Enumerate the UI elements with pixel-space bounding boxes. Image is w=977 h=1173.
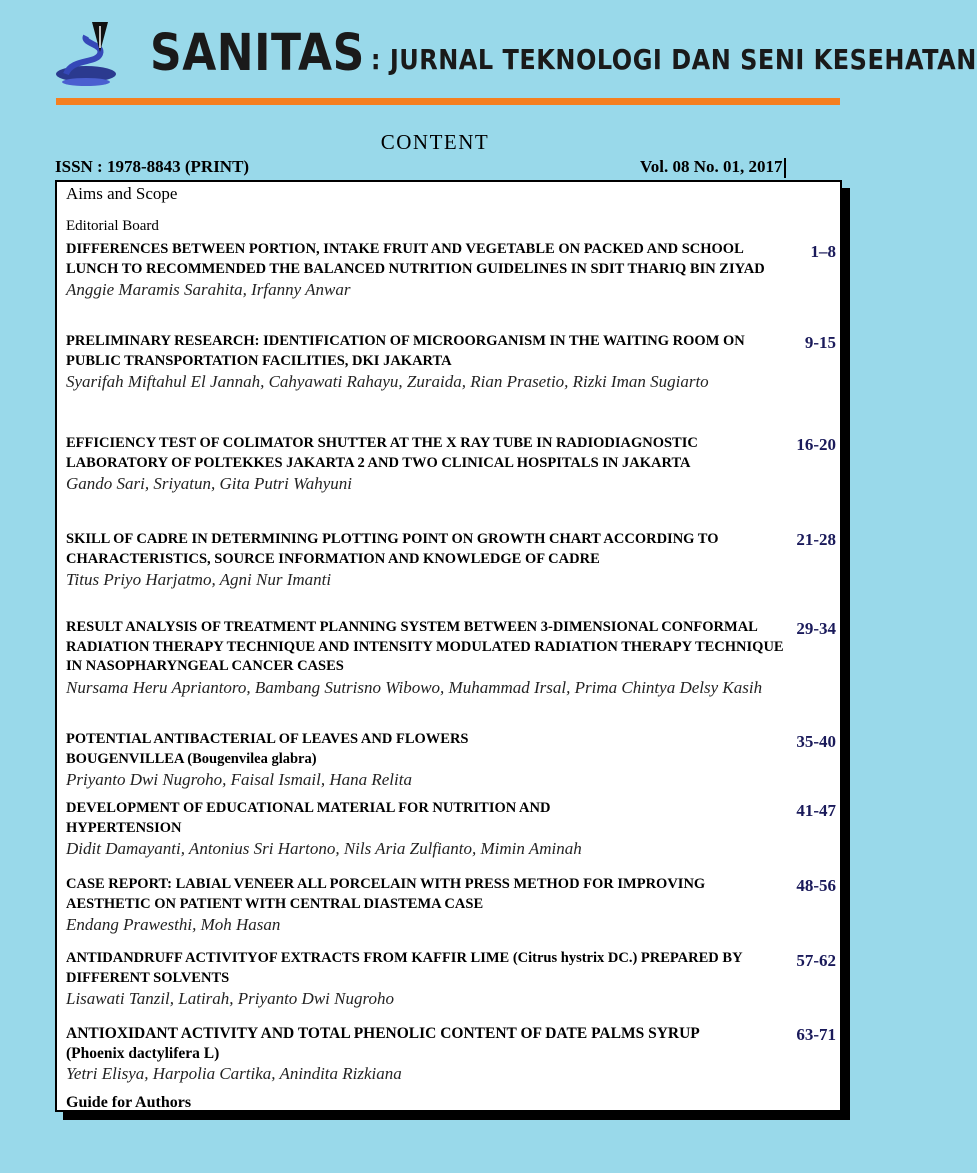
- article-title: DEVELOPMENT OF EDUCATIONAL MATERIAL FOR NUTRITION AND HYPERTENSION: [66, 800, 551, 836]
- article-authors: Yetri Elisya, Harpolia Cartika, Anindita Rizkiana: [66, 1064, 402, 1083]
- guide-for-authors[interactable]: Guide for Authors: [66, 1094, 192, 1111]
- volume-label: Vol. 08 No. 01, 2017: [640, 157, 786, 178]
- article-entry[interactable]: [66, 240, 766, 300]
- table-of-contents: [55, 180, 842, 1112]
- article-title: SKILL OF CADRE IN DETERMINING PLOTTING POINT ON GROWTH CHART ACCORDING TO CHARACTERISTICS, SOURCE INFORMATION AND KNOWLEDGE OF CADRE: [66, 531, 719, 567]
- article-title: PRELIMINARY RESEARCH: IDENTIFICATION OF MICROORGANISM IN THE WAITING ROOM ON PUBLIC TRANSPORTATION FACILITIES, DKI JAKARTA: [66, 333, 745, 369]
- article-title: ANTIDANDRUFF ACTIVITYOF EXTRACTS FROM KAFFIR LIME (Citrus hystrix DC.) PREPARED BY DIFFERENT SOLVENTS: [66, 950, 742, 986]
- journal-name: SANITAS: [150, 24, 365, 83]
- article-authors: Endang Prawesthi, Moh Hasan: [66, 915, 281, 934]
- article-authors: Nursama Heru Apriantoro, Bambang Sutrisno Wibowo, Muhammad Irsal, Prima Chintya Delsy Kasih: [66, 677, 763, 697]
- article-title: POTENTIAL ANTIBACTERIAL OF LEAVES AND FLOWERS BOUGENVILLEA (Bougenvilea glabra): [66, 731, 469, 767]
- article-pages: 16-20: [796, 435, 836, 454]
- aims-and-scope[interactable]: Aims and Scope: [66, 184, 178, 203]
- article-pages: 57-62: [796, 951, 836, 970]
- article-pages: 63-71: [796, 1025, 836, 1044]
- article-authors: Titus Priyo Harjatmo, Agni Nur Imanti: [66, 570, 332, 589]
- article-authors: Syarifah Miftahul El Jannah, Cahyawati Rahayu, Zuraida, Rian Prasetio, Rizki Iman Sugiarto: [66, 372, 709, 391]
- article-pages: 9-15: [804, 333, 836, 352]
- article-authors: Priyanto Dwi Nugroho, Faisal Ismail, Hana Relita: [66, 770, 412, 789]
- article-entry[interactable]: [66, 434, 766, 494]
- article-entry[interactable]: [66, 332, 766, 392]
- article-entry[interactable]: [66, 618, 786, 698]
- article-authors: Lisawati Tanzil, Latirah, Priyanto Dwi Nugroho: [66, 989, 394, 1008]
- text-cursor: [784, 158, 786, 178]
- article-pages: 29-34: [796, 619, 836, 638]
- journal-subtitle: : JURNAL TEKNOLOGI DAN SENI KESEHATAN: [370, 43, 977, 77]
- article-entry[interactable]: [66, 730, 586, 790]
- article-title: ANTIOXIDANT ACTIVITY AND TOTAL PHENOLIC CONTENT OF DATE PALMS SYRUP (Phoenix dactylifera L): [66, 1025, 699, 1062]
- editorial-board[interactable]: Editorial Board: [66, 218, 159, 234]
- article-pages: 21-28: [796, 530, 836, 549]
- article-entry[interactable]: [66, 530, 766, 590]
- article-pages: 41-47: [796, 801, 836, 820]
- article-entry[interactable]: [66, 875, 746, 935]
- article-entry[interactable]: [66, 1024, 716, 1084]
- article-pages: 1–8: [810, 242, 836, 261]
- article-authors: Didit Damayanti, Antonius Sri Hartono, Nils Aria Zulfianto, Mimin Aminah: [66, 839, 582, 858]
- journal-title: [150, 24, 977, 83]
- article-authors: Gando Sari, Sriyatun, Gita Putri Wahyuni: [66, 474, 353, 493]
- article-pages: 35-40: [796, 732, 836, 751]
- journal-logo-icon: [52, 18, 124, 90]
- content-heading: CONTENT: [380, 130, 490, 154]
- article-entry[interactable]: [66, 949, 756, 1009]
- article-entry[interactable]: [66, 799, 666, 859]
- article-title: EFFICIENCY TEST OF COLIMATOR SHUTTER AT THE X RAY TUBE IN RADIODIAGNOSTIC LABORATORY OF POLTEKKES JAKARTA 2 AND TWO CLINICAL HOSPITALS IN JAKARTA: [66, 435, 698, 471]
- article-pages: 48-56: [796, 876, 836, 895]
- article-authors: Anggie Maramis Sarahita, Irfanny Anwar: [66, 280, 351, 299]
- issn-label: ISSN : 1978-8843 (PRINT): [55, 157, 250, 176]
- header-divider: [56, 98, 840, 105]
- article-title: DIFFERENCES BETWEEN PORTION, INTAKE FRUIT AND VEGETABLE ON PACKED AND SCHOOL LUNCH TO RECOMMENDED THE BALANCED NUTRITION GUIDELINES IN SDIT THARIQ BIN ZIYAD: [66, 241, 765, 277]
- article-title: RESULT ANALYSIS OF TREATMENT PLANNING SYSTEM BETWEEN 3-DIMENSIONAL CONFORMAL RADIATION THERAPY TECHNIQUE AND INTENSITY MODULATED RADIATION THERAPY TECHNIQUE IN NASOPHARYNGEAL CANCER CASES: [66, 619, 784, 674]
- article-title: CASE REPORT: LABIAL VENEER ALL PORCELAIN WITH PRESS METHOD FOR IMPROVING AESTHETIC ON PATIENT WITH CENTRAL DIASTEMA CASE: [66, 876, 706, 912]
